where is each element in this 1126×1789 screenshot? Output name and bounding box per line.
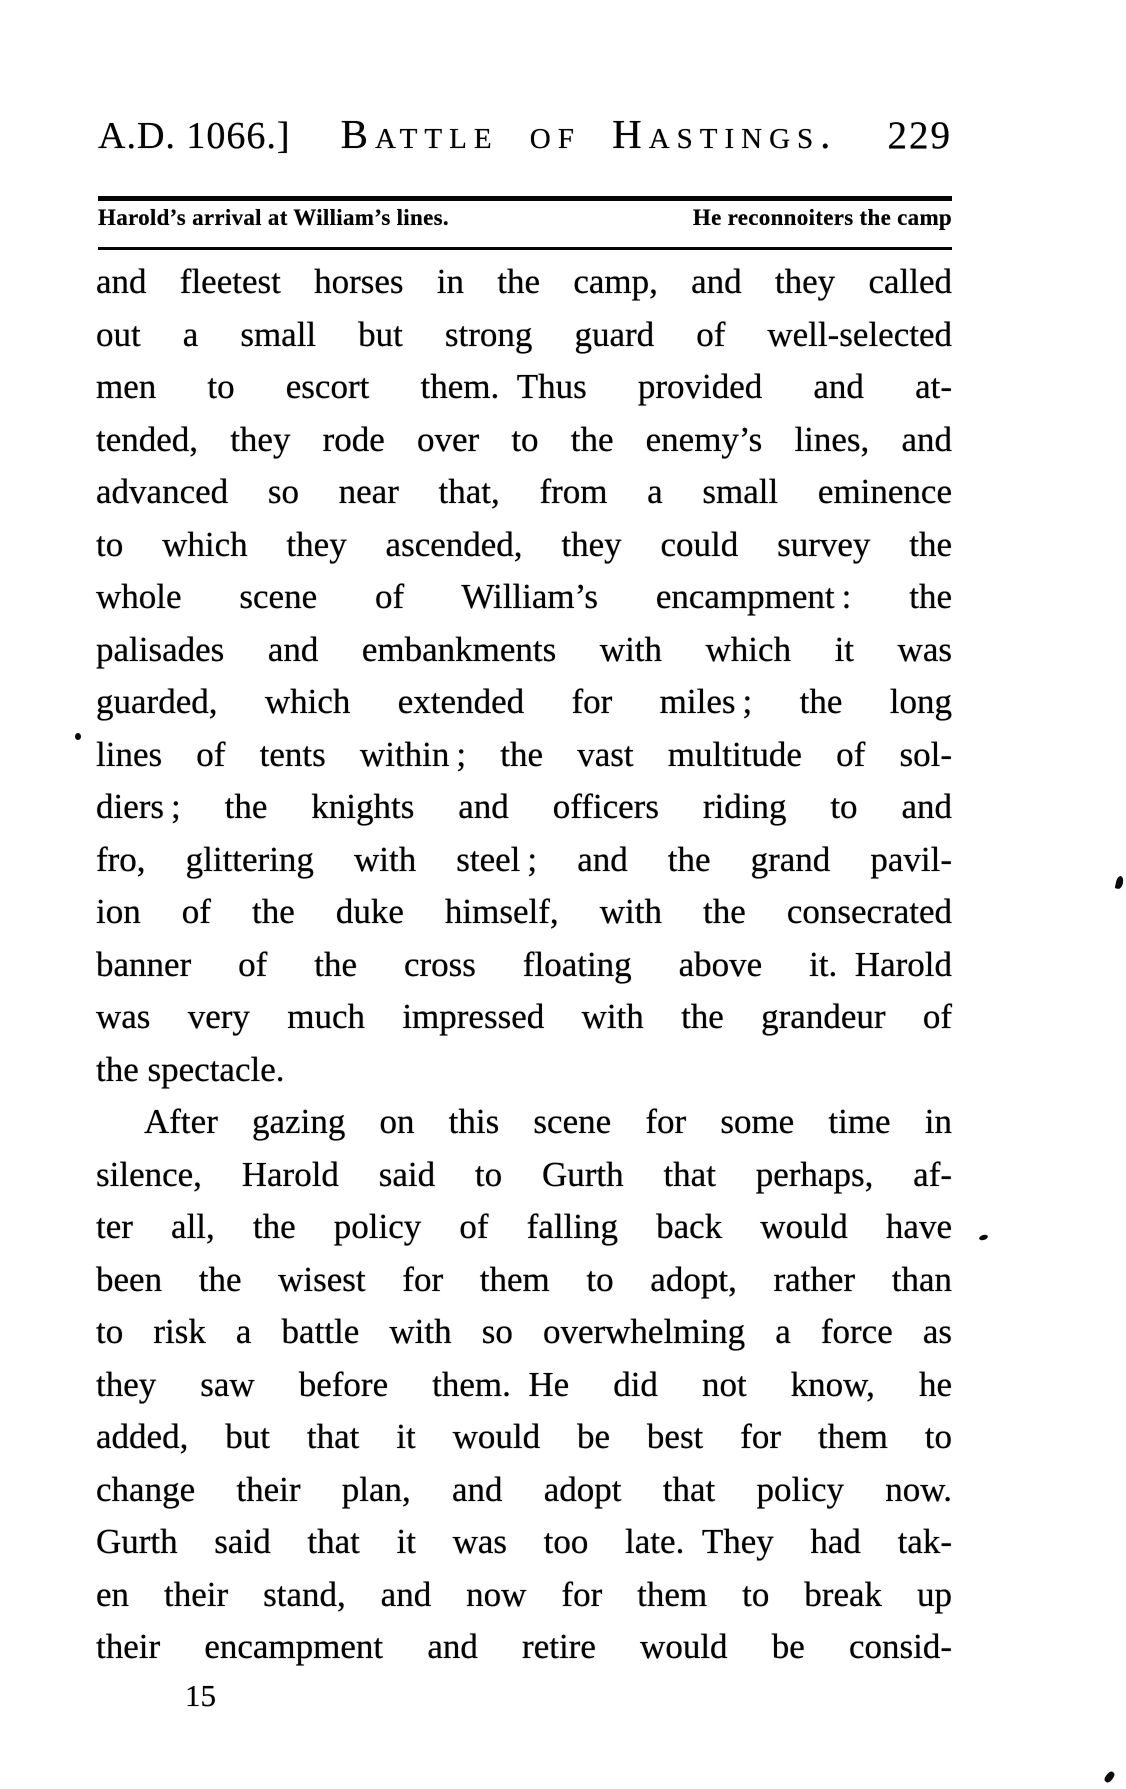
body-line: change their plan, and adopt that policy now. bbox=[96, 1469, 952, 1509]
body-line: to which they ascended, they could survey the bbox=[96, 524, 952, 564]
body-line: fro, glittering with steel ; and the grand pavil- bbox=[96, 839, 952, 879]
header-rule bbox=[98, 196, 952, 201]
body-line: ter all, the policy of falling back would have bbox=[96, 1207, 952, 1246]
body-line: been the wisest for them to adopt, rather than bbox=[96, 1259, 952, 1299]
ink-speck bbox=[1115, 875, 1125, 889]
body-line: ion of the duke himself, with the consecrated bbox=[96, 892, 952, 931]
body-line: diers ; the knights and officers riding to and bbox=[96, 787, 952, 826]
body-line: they saw before them. He did not know, he bbox=[96, 1364, 952, 1404]
body-line: guarded, which extended for miles ; the long bbox=[96, 682, 952, 721]
body-line: tended, they rode over to the enemy’s lines, and bbox=[96, 419, 952, 459]
running-head-right: He reconnoiters the camp bbox=[692, 205, 952, 230]
body-line: advanced so near that, from a small eminence bbox=[96, 472, 952, 511]
body-line: was very much impressed with the grandeur of bbox=[96, 997, 952, 1036]
body-text bbox=[96, 256, 952, 1674]
body-line: to risk a battle with so overwhelming a force as bbox=[96, 1312, 952, 1351]
ink-speck bbox=[75, 733, 81, 740]
body-line: palisades and embankments with which it was bbox=[96, 629, 952, 669]
running-heads bbox=[98, 205, 952, 231]
running-head-left: Harold’s arrival at William’s lines. bbox=[98, 205, 449, 230]
body-line: added, but that it would be best for them to bbox=[96, 1417, 952, 1456]
signature-mark: 15 bbox=[185, 1678, 216, 1713]
body-line: After gazing on this scene for some time in bbox=[144, 1102, 952, 1141]
body-line: lines of tents within ; the vast multitude of sol- bbox=[96, 734, 952, 774]
body-line: en their stand, and now for them to break up bbox=[96, 1574, 952, 1614]
page-number: 229 bbox=[887, 114, 952, 157]
body-line: the spectacle. bbox=[96, 1049, 285, 1089]
page-header bbox=[98, 110, 952, 158]
body-line: their encampment and retire would be consid- bbox=[96, 1627, 952, 1666]
body-line: out a small but strong guard of well-selected bbox=[96, 314, 952, 354]
ink-speck bbox=[978, 1234, 988, 1242]
body-line: and fleetest horses in the camp, and they called bbox=[96, 262, 952, 301]
body-line: Gurth said that it was too late. They had tak- bbox=[96, 1522, 952, 1561]
page-title: Battle of Hastings. bbox=[340, 111, 838, 157]
body-line: silence, Harold said to Gurth that perhaps, af- bbox=[96, 1154, 952, 1194]
body-line: whole scene of William’s encampment : the bbox=[96, 577, 952, 616]
body-line: banner of the cross floating above it. Harold bbox=[96, 944, 952, 984]
running-head-rule bbox=[98, 247, 952, 250]
era-label: A.D. 1066.] bbox=[98, 115, 291, 157]
body-line: men to escort them. Thus provided and at- bbox=[96, 367, 952, 406]
ink-speck bbox=[1103, 1770, 1116, 1784]
